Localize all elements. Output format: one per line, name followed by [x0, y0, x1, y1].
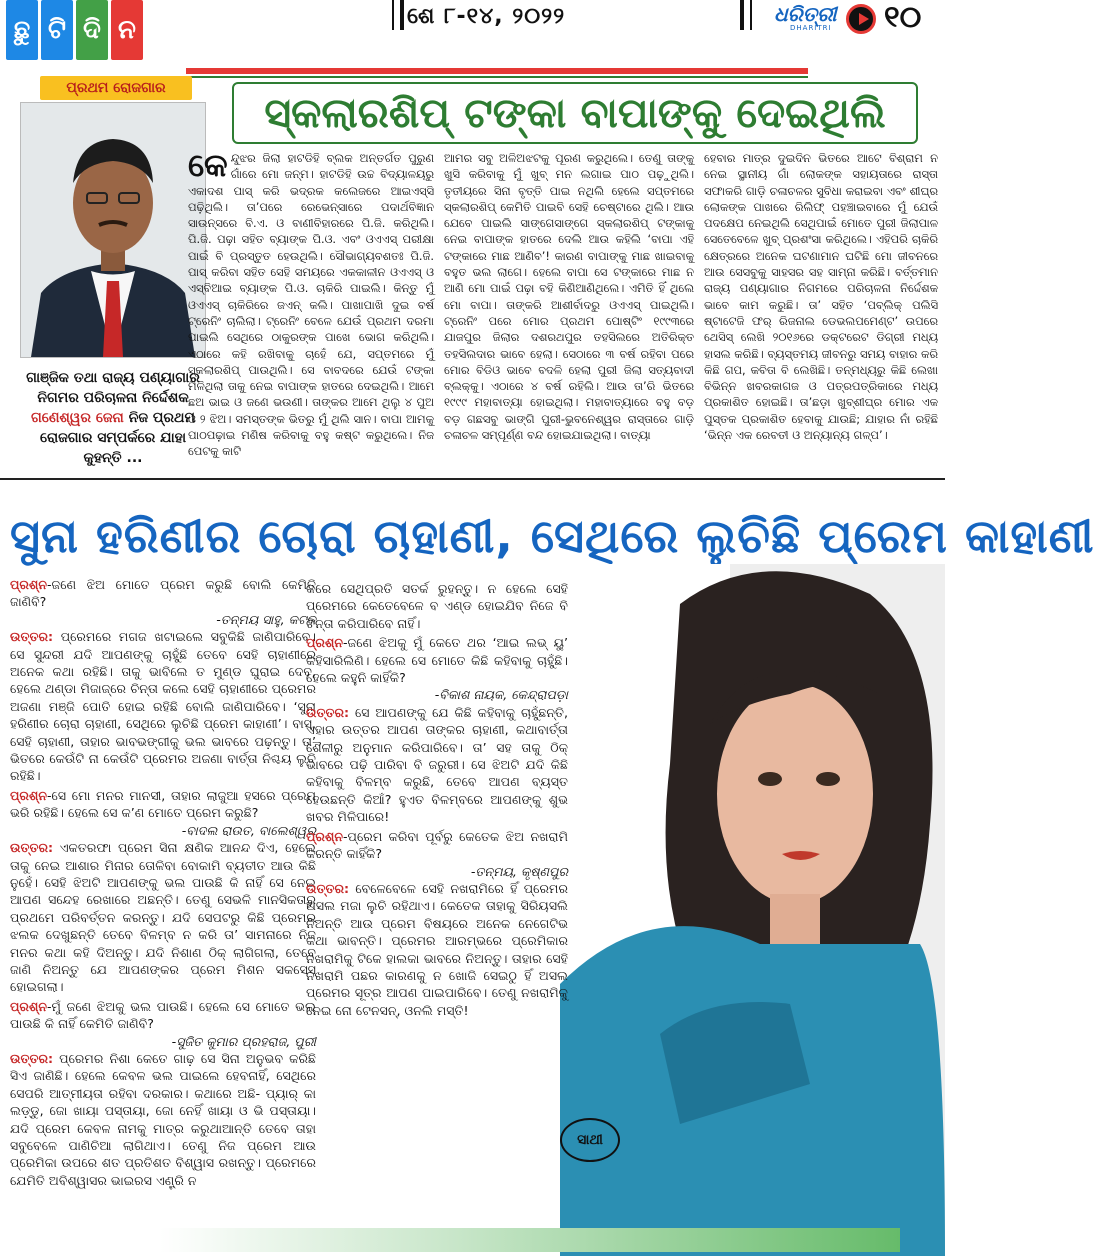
qa-item [306, 634, 568, 825]
qa-continuation: କରେ ସେଥିପ୍ରତି ସତର୍କ ରୁହନ୍ତୁ। ନ ହେଲେ ସେହି ପ୍ରେମରେ କେତେବେଳେ ବ ଏଣ୍ଡ ହୋଇଯିବ ନିଜେ ବି ଚିନ୍ତା କରିପାରିବେ ନାହିଁ। [306, 581, 568, 631]
portrait-illustration [21, 103, 205, 357]
question-label: ପ୍ରଶ୍ନ [306, 635, 344, 651]
question-byline: -ତନ୍ମୟ ସାହୁ, କଟକ [216, 611, 316, 627]
caption-text: ନିଜ ପ୍ରଥମ ରୋଜଗାର ସମ୍ପର୍କରେ ଯାହା କୁହନ୍ତି ... [39, 410, 195, 466]
divider-bar [392, 0, 394, 30]
newspaper-logo: ଧରିତ୍ରୀ [774, 2, 837, 26]
section-logo-tile: ନ [111, 0, 143, 60]
question-byline: -ବିକାଶ ନାୟକ, କେନ୍ଦ୍ରାପଡ଼ା [434, 687, 568, 703]
page-number: ୧୦ [884, 0, 922, 35]
question-byline: -ବାଦଲ ରାଉତ, ବାଲେଶ୍ୱର [181, 822, 316, 838]
divider-bar [750, 0, 752, 30]
question-text: -ମୁଁ ଜଣେ ଝିଅକୁ ଭଲ ପାଉଛି। ହେଲେ ସେ ମୋତେ ଭଲ ପାଉଛି କି ନାହିଁ କେମିତି ଜାଣିବି? [10, 998, 316, 1032]
caption-name: ଗଣେଶ୍ୱର ଜେନା [31, 410, 124, 426]
article-headline: ସୁନା ହରିଣୀର ଚୋରା ଚାହାଣୀ, ସେଥିରେ ଲୁଚିଛି ପ୍ରେମ କାହାଣୀ [10, 509, 1095, 563]
article-column: ଆମର ସବୁ ଅଳିଅଝଟକୁ ପୂରଣ କରୁଥିଲେ। ତେଣୁ ତାଙ୍କୁ ଖୁସି କରିବାକୁ ମୁଁ ଖୁବ୍ ମନ ଲଗାଇ ପାଠ ପଢ଼ୁଥିଲି। ତୃତୀୟରେ ସିନା ବୃତ୍ତି ପାଇ ନଥିଲି ହେଲେ ସପ୍ତମରେ ସ୍କଲାରଶିପ୍ କେମିତି ପାଇବି ସେହି ଚେଷ୍ଟାରେ ଥିଲି। ଆଉ ଯେବେ ପାଇଲି ସାଙ୍ଗେସାଙ୍ଗେ ସ୍କଲାରଶିପ୍ ଟଙ୍କାକୁ ନେଇ ବାପାଙ୍କ ହାତରେ ଦେଲି ଆଉ କହିଲି ‘ବାପା ଏହି ଟଙ୍କାରେ ମାଛ ଆଣିବ’! କାରଣ ବାପାଙ୍କୁ ମାଛ ଖାଇବାକୁ ବହୁତ ଭଲ ଲାଗେ। ହେଲେ ବାପା ସେ ଟଙ୍କାରେ ମାଛ ନ ଆଣି ମୋ ପାଇଁ ପଢ଼ା ବହି କିଣିଆଣିଥିଲେ। ଏମିତି ହିଁ ଥିଲେ ମୋ ବାପା। ତାଙ୍କରି ଆଶୀର୍ବାଦରୁ ଓଏଏସ୍ ପାଇଥିଲି। ଟ୍ରେନିଂ ପରେ ମୋର ପ୍ରଥମ ପୋଷ୍ଟିଂ ୧୯୯୩ରେ ଯାଜପୁର ଜିଲାର ଦଶରଥପୁର ତହସିଲରେ ଅତିରିକ୍ତ ତହସିଲଦାର ଭାବେ ହେଲା। ସେଠାରେ ୩ ବର୍ଷ ରହିବା ପରେ ମୋର ବିଡିଓ ଭାବେ ବଦଳି ହେଲା ପୁରୀ ଜିଲା ସତ୍ୟବାଦୀ ବ୍ଲକ୍‌କୁ। ଏଠାରେ ୪ ବର୍ଷ ରହିଲି। ଆଉ ତା’ରି ଭିତରେ ୧୯୯୯ ମହାବାତ୍ୟା ହୋଇଥିଲା। ମହାବାତ୍ୟାରେ ବହୁ ବଡ଼ ବଡ଼ ଗଛସବୁ ଭାଙ୍ଗି ପୁରୀ-ଭୁବନେଶ୍ୱର ରାସ୍ତାରେ ଗାଡ଼ି ଚଳାଚଳ ସମ୍ପୂର୍ଣ୍ଣ ବନ୍ଦ ହୋଇଯାଇଥିଲା। ବାତ୍ୟା [444, 151, 694, 443]
author-stamp: ସାଥୀ [560, 1118, 620, 1162]
section-logo-tile: ଛୁ [6, 0, 38, 60]
header-rule [186, 68, 808, 74]
drop-cap: କେ [188, 146, 228, 184]
question-text: -ସେ ମୋ ମନର ମାନସୀ, ତାହାର ଲାଜୁଆ ହସରେ ପ୍ରେମ ଭରି ରହିଛି। ହେଲେ ସେ କ’ଣ ମୋତେ ପ୍ରେମ କରୁଛି? [10, 787, 316, 821]
question-text: -ପ୍ରେମ କରିବା ପୂର୍ବରୁ କେତେକ ଝିଅ ନଖରାମି କରନ୍ତି କାହିଁକି? [306, 828, 568, 862]
qa-column [10, 576, 316, 1191]
question-label: ପ୍ରଶ୍ନ [10, 577, 48, 592]
column-tag: ପ୍ରଥମ ରୋଜଗାର [40, 76, 192, 100]
question-text: -ଜଣେ ଝିଅକୁ ମୁଁ କେତେ ଥର ‘ଆଇ ଲଭ୍ ୟୁ’ କହିସାରିଲିଣି। ହେଲେ ସେ ମୋତେ କିଛି କହିବାକୁ ଚାହୁଁଛି। ହେଲେ କହୁନି କାହିଁକି? [306, 635, 568, 686]
divider-bar [400, 0, 404, 30]
qa-item [306, 828, 568, 1019]
question-label: ପ୍ରଶ୍ନ [306, 828, 344, 844]
question-byline: -ସୁଜିତ କୁମାର ପ୍ରହରାଜ, ପୁରୀ [171, 1033, 316, 1049]
section-logo [6, 0, 143, 60]
caption-designation: ଗାଞ୍ଜିକ ତଥା ରାଜ୍ୟ ପଣ୍ୟାଗାର ନିଗମର ପରିଚାଳନା ନିର୍ଦ୍ଦେଶକ [26, 370, 200, 406]
answer-text: ପ୍ରେମର ନିଶା କେତେ ଗାଢ଼ ସେ ସିନା ଅନୁଭବ କରିଛି ସିଏ ଜାଣିଛି। ହେଲେ କେବଳ ଭଲ ପାଇଲେ ହେବନାହିଁ, ସେଥିରେ ସେପରି ଆତ୍ମୀୟତା ରହିବା ଦରକାର। କଥାରେ ଅଛି- ପ୍ୟାର୍ କା ଲଡ଼୍ଡୁ, ଜୋ ଖାୟା ପସ୍ତାୟା, ଜୋ ନେହିଁ ଖାୟା ଓ ଭି ପସ୍ତାୟା। ଯଦି ପ୍ରେମ କେବଳ ନାମକୁ ମାତ୍ର କରୁଥାଆନ୍ତି ତେବେ ତାହା ସବୁବେଳେ ପାଣିଚିଆ ଲାଗିଥାଏ। ତେଣୁ ନିଜ ପ୍ରେମ ଆଉ ପ୍ରେମିକା ଉପରେ ଶତ ପ୍ରତିଶତ ବିଶ୍ୱାସ ରଖନ୍ତୁ। ପ୍ରେମରେ ଯେମିତି ଅବିଶ୍ୱାସର ଭାଇରସ ଏଣ୍ଟ୍ରି ନ [10, 1050, 316, 1188]
model-illustration [560, 564, 945, 1256]
answer-text: ଏକତରଫା ପ୍ରେମ ସିନା କ୍ଷଣିକ ଆନନ୍ଦ ଦିଏ, ହେଲେ ତାକୁ ନେଇ ଆଶାର ମିନାର ତୋଳିବା ବୋକାମି ବ୍ୟତୀତ ଆଉ କିଛି ନୁହେଁ। ସେହି ଝିଅଟି ଆପଣଙ୍କୁ ଭଲ ପାଉଛି କି ନାହିଁ ସେ ନେଇ ଆପଣ ସନ୍ଦେହ ରେଖାରେ ଅଛନ୍ତି। ତେଣୁ ସେଭଳି ମାନସିକତାରୁ ପ୍ରଥମେ ପରିବର୍ତ୍ତନ କରନ୍ତୁ। ଯଦି ସେପଟରୁ କିଛି ପ୍ରେମର ଝଲକ ଦେଖୁଛନ୍ତି ତେବେ ବିଳମ୍ବ ନ କରି ତା’ ସାମନାରେ ନିଜ ମନର କଥା କହି ଦିଅନ୍ତୁ। ଯଦି ନିଶାଣ ଠିକ୍ ଲାଗିଗଲା, ତେବେ ଜାଣି ନିଅନ୍ତୁ ଯେ ଆପଣଙ୍କର ପ୍ରେମ ମିଶନ ସକସେସ୍ ହୋଇଗଲା। [10, 840, 316, 995]
newspaper-logo-sub: DHARITRI [790, 24, 832, 32]
section-logo-tile: ଟି [41, 0, 73, 60]
answer-label: ଉତ୍ତର: [10, 840, 54, 856]
qa-item [10, 787, 316, 996]
section-divider [0, 478, 945, 480]
answer-label: ଉତ୍ତର: [306, 880, 350, 896]
question-label: ପ୍ରଶ୍ନ [10, 787, 48, 803]
answer-label: ଉତ୍ତର: [10, 629, 54, 645]
qa-column [306, 580, 568, 1021]
article-column [188, 146, 434, 476]
article-column: ହେବାର ମାତ୍ର ଦୁଇଦିନ ଭିତରେ ଆଟେ ବିଶ୍ରାମ ନ ନେଇ ସ୍ଥାନୀୟ ଗାଁ ଲୋକଙ୍କ ସହାୟତାରେ ରାସ୍ତା ସଫାକରି ଗାଡ଼ି ଚଳାଚଳର ସୁବିଧା କରାଇବା ଏବଂ ଶୀଘ୍ର ଲୋକଙ୍କ ପାଖରେ ରିଲିଫ୍ ପହଞ୍ଚାଇବାରେ ମୁଁ ଯେଉଁ ପଦକ୍ଷେପ ନେଇଥିଲି ସେଥିପାଇଁ ମୋତେ ପୁରୀ ଜିଲାପାଳ ସେତେବେଳେ ଖୁବ୍ ପ୍ରଶଂସା କରିଥିଲେ। ଏହିପରି ଚାକିରି କ୍ଷେତ୍ରରେ ଅନେକ ଘଟଣାମାନ ଘଟିଛି ମୋ ଜୀବନରେ ଆଉ ସେସବୁକୁ ସାହସର ସହ ସାମ୍ନା କରିଛି। ବର୍ତ୍ତମାନ ରାଜ୍ୟ ପଣ୍ୟାଗାର ନିଗମରେ ପରିଚାଳନା ନିର୍ଦ୍ଦେଶକ ଭାବେ କାମ କରୁଛି। ତା’ ସହିତ ‘ପବ୍ଲିକ୍ ପଲିସି ଷ୍ଟାଟେଜି ଫର୍ ରିଜନାଲ ଡେଭଲପମେଣ୍ଟ’ ଉପରେ ଥେସିସ୍ ଲେଖି ୨୦୧୬ରେ ଡକ୍ଟରେଟ ଡିଗ୍ରୀ ମଧ୍ୟ ହାସଲ କରିଛି। ବ୍ୟସ୍ତମୟ ଜୀବନରୁ ସମୟ ବାହାର କରି କିଛି ଗପ, କବିତା ବି ଲେଖିଛି। ତନ୍ମଧ୍ୟରୁ କିଛି ଲେଖା ବିଭିନ୍ନ ଖବରକାଗଜ ଓ ପତ୍ରପତ୍ରିକାରେ ମଧ୍ୟ ପ୍ରକାଶିତ ହୋଇଛି। ତା’ଛଡ଼ା ଖୁବ୍‌ଶୀଘ୍ର ମୋର ଏକ ପୁସ୍ତକ ପ୍ରକାଶିତ ହେବାକୁ ଯାଉଛି; ଯାହାର ନାଁ ରହିଛି ‘ଭିନ୍ନ ଏକ ରେବତୀ ଓ ଅନ୍ୟାନ୍ୟ ଗଳ୍ପ’। [704, 151, 938, 443]
play-icon [846, 4, 876, 34]
article-body-text: ନ୍ଦୁଝର ଜିଲା ହାଟଡିହି ବ୍ଲକ ଅନ୍ତର୍ଗତ ପୁରୁଣ ଗାଁରେ ମୋ ଜନ୍ମ। ହାଟଡିହି ଉଚ୍ଚ ବିଦ୍ୟାଳୟରୁ ଏକାଦଶ ପାସ୍ କରି ଭଦ୍ରକ କଲେଜରେ ଆଇଏସ୍‌ସି ପଢ଼ିଥିଲି। ତା’ପରେ ରେଭେନ୍ସାରେ ପଦାର୍ଥବିଜ୍ଞାନ ସାଉନ୍ସରେ ବି.ଏ. ଓ ବାଣୀବିହାରରେ ପି.ଜି. କରିଥିଲି। ପି.ଜି. ପଢ଼ା ସହିତ ବ୍ୟାଙ୍କ ପି.ଓ. ଏବଂ ଓଏଏସ୍ ପରୀକ୍ଷା ପାଇଁ ବି ପ୍ରସ୍ତୁତ ହେଉଥିଲି। ସୌଭାଗ୍ୟବଶତଃ ପି.ଜି. ପାସ୍ କରିବା ସହିତ ସେହି ସମୟରେ ଏକକାଳୀନ ଓଏଏସ୍ ଓ ଏସ୍‌ବିଆଇ ବ୍ୟାଙ୍କ ପି.ଓ. ଚାକିରି ପାଇଲି। କିନ୍ତୁ ମୁଁ ଓଏଏସ୍ ଚାକିରିରେ ଜଏନ୍ କଲି। ପାଖାପାଖି ଦୁଇ ବର୍ଷ ଟ୍ରେନିଂ ଚାଲିଲା। ଟ୍ରେନିଂ ବେଳେ ଯେଉଁ ପ୍ରଥମ ଦରମା ପାଇଲି ସେଥିରେ ଠାକୁରଙ୍କ ପାଖେ ଭୋଗ କରିଥିଲି। ଏଠାରେ କହି ରଖିବାକୁ ଚାହେଁ ଯେ, ସପ୍ତମରେ ମୁଁ ସ୍କଲାରଶିପ୍ ପାଉଥିଲି। ସେ ବାବଦରେ ଯେଉଁ ଟଙ୍କା ମିଳିଥିଲା ତାକୁ ନେଇ ବାପାଙ୍କ ହାତରେ ଦେଇଥିଲି। ଆମେ ଛଅ ଭାଇ ଓ ଜଣେ ଭଉଣୀ। ତାଙ୍କର ଆମେ ଥିଲୁ ୪ ପୁଅ ଓ ୨ ଝିଅ। ସମସ୍ତଙ୍କ ଭିତରୁ ମୁଁ ଥିଲି ସାନ। ବାପା ଆମକୁ ପାଠପଢ଼ାଇ ମଣିଷ କରିବାକୁ ବହୁ କଷ୍ଟ କରୁଥିଲେ। ନିଜ ପେଟକୁ କାଟି [188, 151, 434, 459]
answer-text: ପ୍ରେମରେ ମଗଜ ଖଟାଇଲେ ସବୁକିଛି ଜାଣିପାରିବେ। ସେ ସୁନ୍ଦରୀ ଯଦି ଆପଣଙ୍କୁ ଚାହୁଁଛି ତେବେ ସେହି ଚାହାଣୀରେ ଅନେକ କଥା ରହିଛି। ତାକୁ ଭାବିଲେ ତ ମୁଣ୍ଡ ଘୁରାଇ ଦେବ, ହେଲେ ଥଣ୍ଡା ମିଜାଜ୍‌ରେ ଚିନ୍ତା କଲେ ସେହି ଚାହାଣୀରେ ପ୍ରେମର ଅଜଣା ମଞ୍ଜି ପୋତି ହୋଇ ରହିଛି ବୋଲି ଜାଣିପାରିବେ। ‘ସୁନା ହରିଣୀର ଚୋରା ଚାହାଣୀ, ସେଥିରେ ଲୁଚିଛି ପ୍ରେମ କାହାଣୀ’। ବାସ୍, ସେହି ଚାହାଣୀ, ତାହାର ଭାବଭଙ୍ଗୀକୁ ଭଲ ଭାବରେ ପଢ଼ନ୍ତୁ। ତା’ ଭିତରେ କେଉଁଟି ନା କେଉଁଟି ପ୍ରେମର ଅଜଣା ବାର୍ତ୍ତା ନିଶ୍ଚୟ ଲୁଚି ରହିଛି। [10, 629, 316, 784]
portrait-photo [20, 102, 206, 358]
divider-bar [740, 0, 744, 30]
model-photo [560, 564, 945, 1256]
photo-caption [20, 368, 206, 468]
footer-gradient [160, 1228, 900, 1252]
question-text: -ଜଣେ ଝିଅ ମୋତେ ପ୍ରେମ କରୁଛି ବୋଲି କେମିତି ଜାଣିବି? [10, 577, 316, 610]
question-label: ପ୍ରଶ୍ନ [10, 998, 48, 1014]
article-headline: ସ୍କଲାରଶିପ୍ ଟଙ୍କା ବାପାଙ୍କୁ ଦେଇଥିଲି [232, 82, 918, 144]
dateline: ଶେ ୮-୧୪, ୨୦୨୨ [407, 4, 566, 29]
qa-item [10, 576, 316, 785]
section-logo-tile: ଦି [76, 0, 108, 60]
answer-label: ଉତ୍ତର: [306, 704, 350, 720]
answer-label: ଉତ୍ତର: [10, 1050, 54, 1066]
header-rule [186, 76, 808, 78]
qa-item [10, 998, 316, 1189]
answer-text: ସେ ଆପଣଙ୍କୁ ଯେ କିଛି କହିବାକୁ ଚାହୁଁଛନ୍ତି, ଏହାର ଉତ୍ତର ଆପଣ ତାଙ୍କର ଚାହାଣୀ, କଥାବାର୍ତ୍ତା ଶୈଳୀରୁ ଅନୁମାନ କରିପାରିବେ। ତା’ ସହ ତାକୁ ଠିକ୍ ଭାବରେ ପଢ଼ି ପାରିବା ବି ଜରୁରୀ। ସେ ଝିଅଟି ଯଦି କିଛି କହିବାକୁ ବିଳମ୍ବ କରୁଛି, ତେବେ ଆପଣ ବ୍ୟସ୍ତ ହେଉଛନ୍ତି କିଆଁ? ହୁଏତ ବିଳମ୍ବରେ ଆପଣଙ୍କୁ ଶୁଭ ଖବର ମିଳିପାରେ! [306, 704, 568, 825]
answer-text: ବେଳେବେଳେ ସେହି ନଖରାମିରେ ହିଁ ପ୍ରେମର ଅସଲ ମଜା ଲୁଚି ରହିଥାଏ। କେତେକ ତାହାକୁ ସିରିୟସଲି ନିଅନ୍ତି ଆଉ ପ୍ରେମ ବିଷୟରେ ଅନେକ ନେଗେଟିଭ କଥା ଭାବନ୍ତି। ପ୍ରେମର ଆରମ୍ଭରେ ପ୍ରେମିକାର ନଖରାମିକୁ ଟିକେ ହାଲକା ଭାବରେ ନିଅନ୍ତୁ। ତାହାର ସେହି ନଖରାମି ପଛର କାରଣକୁ ନ ଖୋଜି ସେଇଠୁ ହିଁ ଅସଲ ପ୍ରେମର ସୂତ୍ର ଆପଣ ପାଇପାରିବେ। ତେଣୁ ନଖରାମିକୁ ନେଇ ନୋ ଟେନସନ୍, ଓନଲି ମସ୍ତି! [306, 880, 568, 1018]
question-byline: -ତନ୍ମୟ, କୃଷ୍ଣପୁର [470, 863, 568, 879]
